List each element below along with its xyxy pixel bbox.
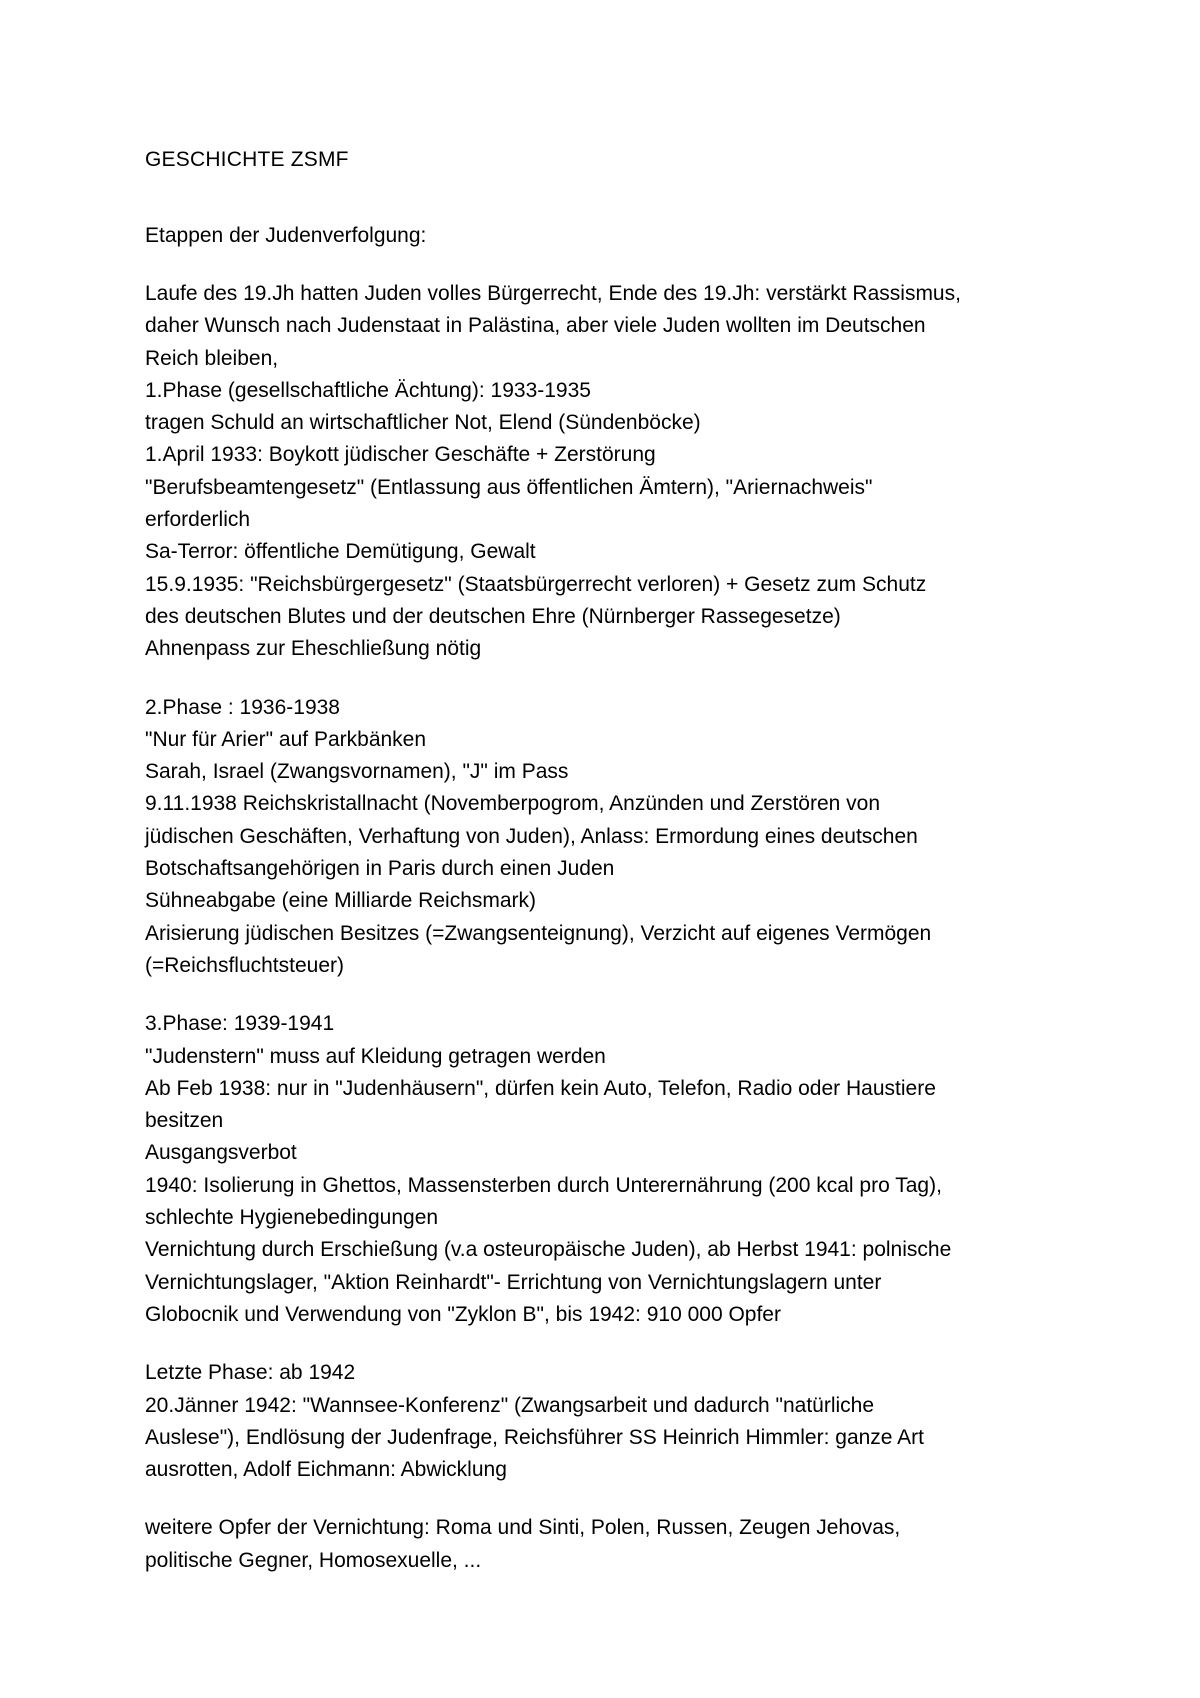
text-line: Auslese"), Endlösung der Judenfrage, Reichsführer SS Heinrich Himmler: ganze Art (145, 1425, 924, 1449)
paragraph-section (145, 1357, 1095, 1486)
paragraph-section (145, 1512, 1095, 1577)
text-line: 3.Phase: 1939-1941 (145, 1012, 335, 1036)
text-line: "Nur für Arier" auf Parkbänken (145, 727, 427, 751)
text-line: des deutschen Blutes und der deutschen Ehre (Nürnberger Rassegesetze) (145, 604, 841, 628)
text-line: Arisierung jüdischen Besitzes (=Zwangsenteignung), Verzicht auf eigenes Vermögen (145, 921, 932, 945)
text-line: besitzen (145, 1109, 224, 1133)
text-line: "Judenstern" muss auf Kleidung getragen werden (145, 1044, 606, 1068)
text-line: 9.11.1938 Reichskristallnacht (Novemberpogrom, Anzünden und Zerstören von (145, 792, 881, 816)
text-line: weitere Opfer der Vernichtung: Roma und Sinti, Polen, Russen, Zeugen Jehovas, (145, 1516, 901, 1540)
text-line: (=Reichsfluchtsteuer) (145, 953, 344, 977)
paragraph-section (145, 1008, 1095, 1331)
text-line: Globocnik und Verwendung von "Zyklon B", bis 1942: 910 000 Opfer (145, 1302, 781, 1326)
text-line: 1.April 1933: Boykott jüdischer Geschäfte + Zerstörung (145, 443, 656, 467)
text-line: Botschaftsangehörigen in Paris durch einen Juden (145, 857, 615, 881)
text-line: Ab Feb 1938: nur in "Judenhäusern", dürfen kein Auto, Telefon, Radio oder Haustiere (145, 1076, 936, 1100)
text-line: Vernichtung durch Erschießung (v.a osteuropäische Juden), ab Herbst 1941: polnische (145, 1238, 952, 1262)
text-line: jüdischen Geschäften, Verhaftung von Juden), Anlass: Ermordung eines deutschen (145, 824, 918, 848)
paragraph-section (145, 692, 1095, 983)
text-line: daher Wunsch nach Judenstaat in Palästina, aber viele Juden wollten im Deutschen (145, 314, 926, 338)
text-line: 15.9.1935: "Reichsbürgergesetz" (Staatsbürgerrecht verloren) + Gesetz zum Schutz (145, 572, 927, 596)
text-line: 2.Phase : 1936-1938 (145, 695, 340, 719)
text-line: erforderlich (145, 508, 251, 532)
document-body (145, 144, 1095, 1603)
text-line: ausrotten, Adolf Eichmann: Abwicklung (145, 1458, 507, 1482)
text-line: 1.Phase (gesellschaftliche Ächtung): 1933-1935 (145, 378, 591, 402)
text-line: 20.Jänner 1942: "Wannsee-Konferenz" (Zwangsarbeit und dadurch "natürliche (145, 1393, 875, 1417)
text-line: Reich bleiben, (145, 346, 279, 370)
sections-container (145, 278, 1095, 1577)
text-line: Ausgangsverbot (145, 1141, 297, 1165)
text-line: "Berufsbeamtengesetz" (Entlassung aus öffentlichen Ämtern), "Ariernachweis" (145, 475, 873, 499)
text-line: politische Gegner, Homosexuelle, ... (145, 1548, 482, 1572)
text-line: 1940: Isolierung in Ghettos, Massensterben durch Unterernährung (200 kcal pro Tag), (145, 1173, 942, 1197)
text-line: schlechte Hygienebedingungen (145, 1206, 439, 1230)
section-heading: Etappen der Judenverfolgung: (145, 224, 427, 247)
paragraph-section (145, 278, 1095, 666)
text-line: tragen Schuld an wirtschaftlicher Not, Elend (Sündenböcke) (145, 411, 701, 435)
text-line: Vernichtungslager, "Aktion Reinhardt"- Errichtung von Vernichtungslagern unter (145, 1270, 882, 1294)
text-line: Letzte Phase: ab 1942 (145, 1361, 356, 1385)
text-line: Sühneabgabe (eine Milliarde Reichsmark) (145, 889, 537, 913)
text-line: Laufe des 19.Jh hatten Juden volles Bürgerrecht, Ende des 19.Jh: verstärkt Rassismus, (145, 282, 961, 305)
text-line: Ahnenpass zur Eheschließung nötig (145, 637, 482, 661)
text-line: Sarah, Israel (Zwangsvornamen), "J" im Pass (145, 760, 569, 784)
document-title: GESCHICHTE ZSMF (145, 148, 349, 171)
text-line: Sa-Terror: öffentliche Demütigung, Gewalt (145, 540, 536, 564)
